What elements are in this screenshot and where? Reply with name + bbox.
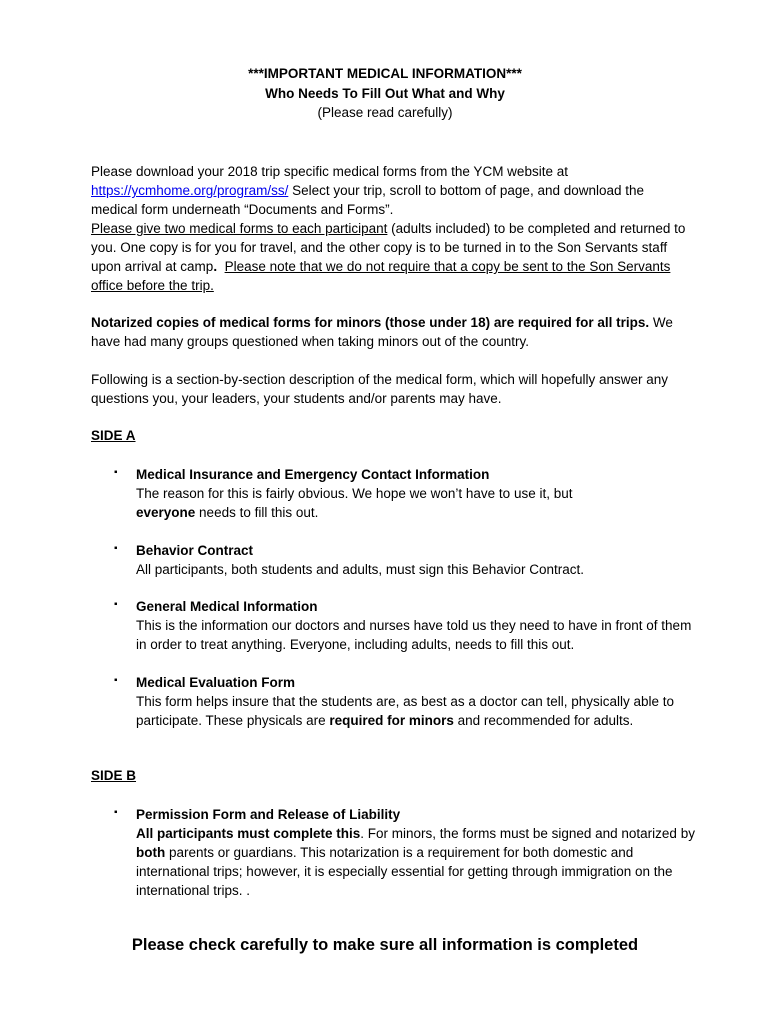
bullet-icon: ▪ <box>114 675 118 686</box>
side-a-heading: SIDE A <box>91 428 136 443</box>
item-body: . For minors, the forms must be signed and notarized by <box>360 826 695 841</box>
final-reminder: Please check carefully to make sure all information is completed <box>131 936 639 954</box>
list-item <box>136 541 696 579</box>
two-forms-instruction: Please give two medical forms to each participant <box>91 221 388 236</box>
list-item <box>136 597 696 654</box>
bullet-icon: ▪ <box>114 807 118 818</box>
item-body: This form helps insure that the students are, as best as a doctor can tell, physically able to participate. These physicals are <box>136 694 675 728</box>
item-title: Permission Form and Release of Liability <box>136 807 401 822</box>
no-copy-note: Please note that we do not require that a copy be sent to the Son Servants office before the trip. <box>91 259 671 293</box>
item-body-bold: both <box>136 845 166 860</box>
item-body-bold: everyone <box>136 505 196 520</box>
bullet-icon: ▪ <box>114 599 118 610</box>
ycm-website-link[interactable]: https://ycmhome.org/program/ss/ <box>91 183 289 198</box>
header-subtitle: Who Needs To Fill Out What and Why <box>265 86 505 101</box>
item-body: The reason for this is fairly obvious. We hope we won’t have to use it, but <box>136 486 573 501</box>
header-title: ***IMPORTANT MEDICAL INFORMATION*** <box>248 66 522 81</box>
item-title: Medical Insurance and Emergency Contact Information <box>136 467 490 482</box>
item-body-bold: All participants must complete this <box>136 826 361 841</box>
item-body-end: parents or guardians. This notarization is a requirement for both domestic and international trips; however, it is especially essential for getting through immigration on the international trips. . <box>136 845 673 898</box>
intro-text-continued: Select your trip, scroll to bottom of page, and download the medical form underneath “Documents and Forms”. <box>91 183 645 217</box>
header-note: (Please read carefully) <box>317 105 453 120</box>
intro-text: Please download your 2018 trip specific medical forms from the YCM website at <box>91 164 568 179</box>
bullet-icon: ▪ <box>114 467 118 478</box>
notarized-paragraph <box>91 313 691 351</box>
list-item <box>136 465 696 522</box>
item-body-end: and recommended for adults. <box>453 713 634 728</box>
list-item <box>136 805 696 900</box>
item-body: This is the information our doctors and nurses have told us they need to have in front of them in order to treat anything. Everyone, including adults, needs to fill this out. <box>136 618 692 652</box>
forms-explanation: (adults included) to be completed and returned to you. One copy is for you for travel, and the other copy is to be turned in to the Son Servants staff upon arrival at camp <box>91 221 686 274</box>
period: . <box>213 259 218 274</box>
item-title: General Medical Information <box>136 599 318 614</box>
item-body: All participants, both students and adults, must sign this Behavior Contract. <box>136 562 584 577</box>
notarized-requirement: Notarized copies of medical forms for minors (those under 18) are required for all trips. <box>91 315 650 330</box>
intro-paragraph <box>91 162 691 295</box>
bullet-icon: ▪ <box>114 543 118 554</box>
following-paragraph: Following is a section-by-section description of the medical form, which will hopefully answer any questions you, your leaders, your students and/or parents may have. <box>91 372 669 406</box>
notarized-note: We have had many groups questioned when taking minors out of the country. <box>91 315 673 349</box>
item-title: Medical Evaluation Form <box>136 675 296 690</box>
item-body-bold: required for minors <box>329 713 454 728</box>
item-body-end: needs to fill this out. <box>195 505 319 520</box>
item-title: Behavior Contract <box>136 543 254 558</box>
list-item <box>136 673 696 730</box>
side-b-heading: SIDE B <box>91 768 137 783</box>
